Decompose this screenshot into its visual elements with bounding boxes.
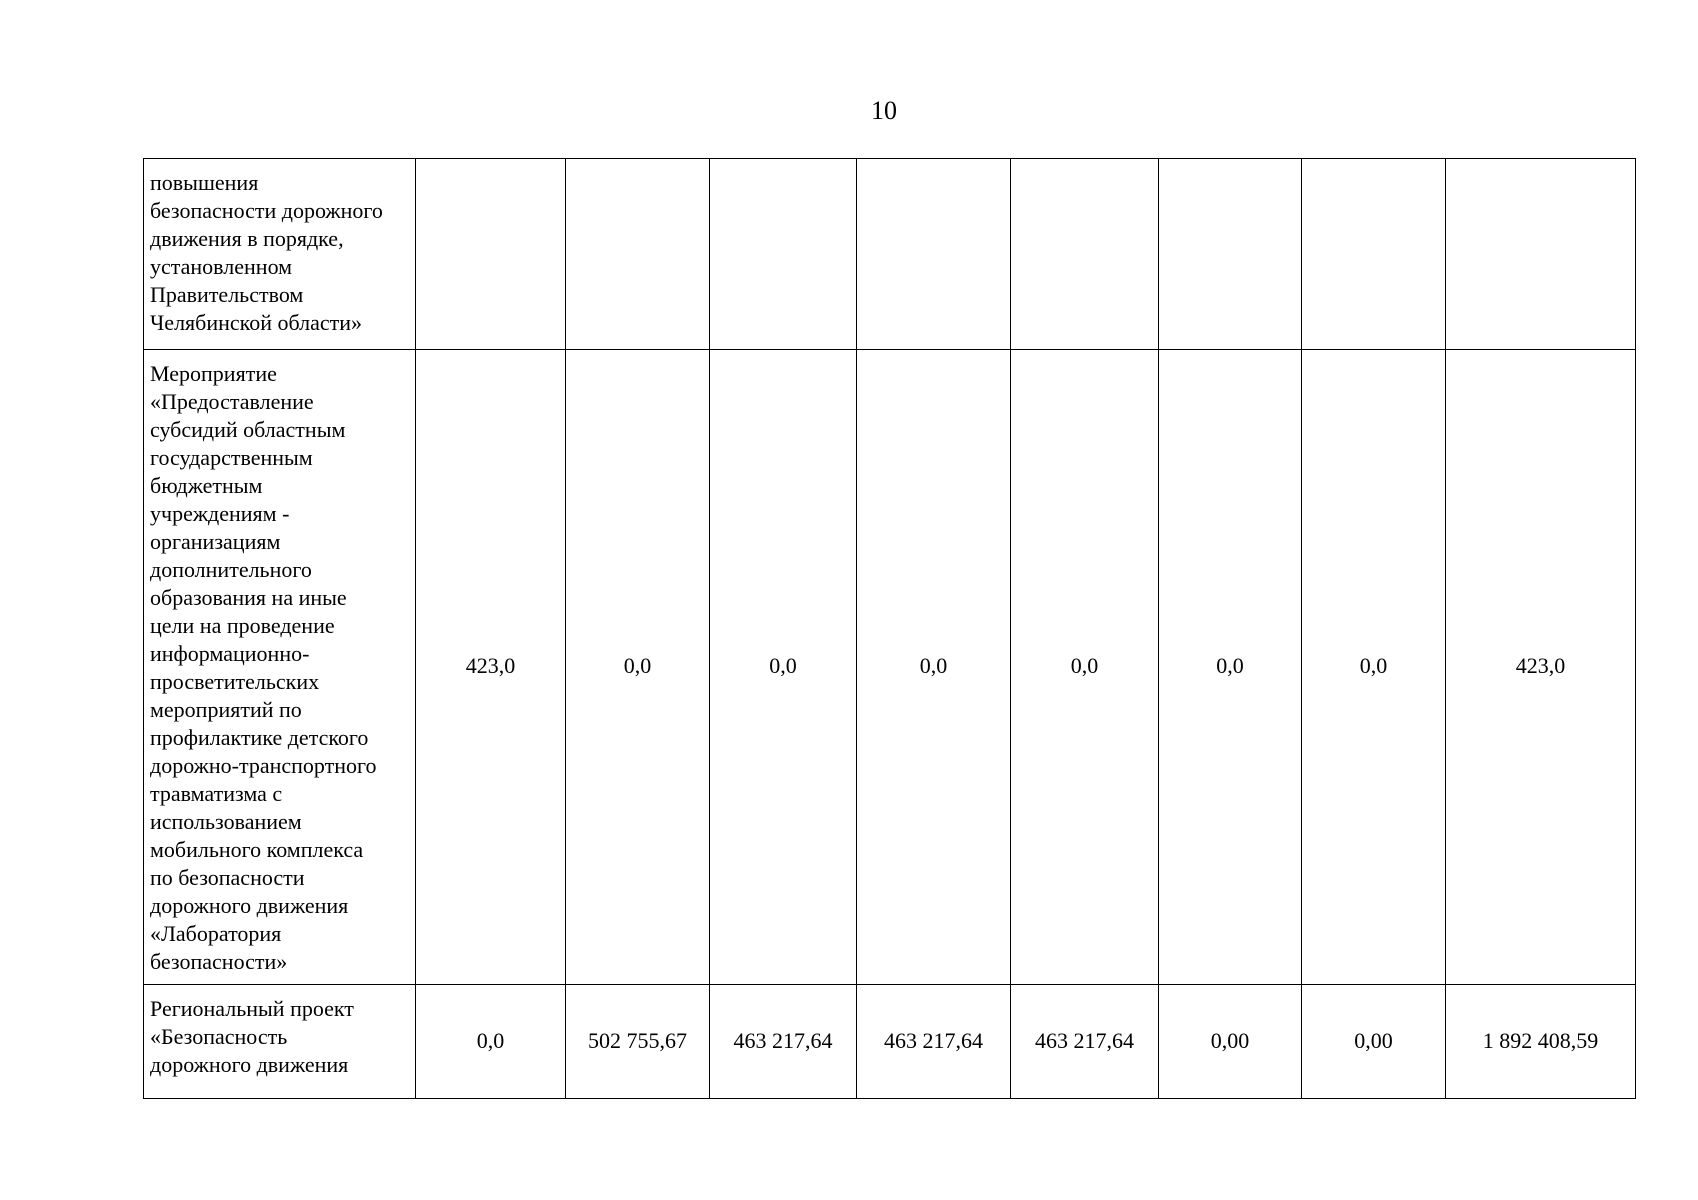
row-name-text: повышения безопасности дорожного движения в порядке, установленном Правительством Челябинской области» bbox=[150, 170, 383, 335]
value-cell: 0,0 bbox=[1159, 350, 1302, 985]
value-cell bbox=[566, 159, 710, 350]
page-number: 10 bbox=[871, 96, 897, 125]
row-name-cell bbox=[144, 159, 416, 350]
value-cell bbox=[1011, 159, 1159, 350]
total-cell bbox=[1446, 159, 1636, 350]
value-cell: 463 217,64 bbox=[857, 985, 1011, 1099]
value-cell: 0,00 bbox=[1302, 985, 1446, 1099]
value-cell: 0,0 bbox=[857, 350, 1011, 985]
value-cell: 0,0 bbox=[416, 985, 566, 1099]
total-cell: 1 892 408,59 bbox=[1446, 985, 1636, 1099]
value-cell: 0,0 bbox=[1302, 350, 1446, 985]
row-name-text: Мероприятие «Предоставление субсидий областным государственным бюджетным учреждениям - организациям дополнительного образования на иные цели на проведение информационно- просветительских мероприятий по профилактике детского дорожно-транспортного травматизма с использованием мобильного комплекса по безопасности дорожного движения «Лаборатория безопасности» bbox=[150, 361, 377, 974]
value-cell: 0,00 bbox=[1159, 985, 1302, 1099]
row-name-text: Региональный проект «Безопасность дорожного движения bbox=[150, 996, 354, 1077]
budget-table bbox=[143, 158, 1636, 1099]
table-row bbox=[144, 159, 1636, 350]
value-cell bbox=[1159, 159, 1302, 350]
value-cell: 502 755,67 bbox=[566, 985, 710, 1099]
total-cell: 423,0 bbox=[1446, 350, 1636, 985]
value-cell bbox=[416, 159, 566, 350]
value-cell: 463 217,64 bbox=[710, 985, 857, 1099]
row-name-cell bbox=[144, 350, 416, 985]
value-cell: 0,0 bbox=[566, 350, 710, 985]
value-cell: 423,0 bbox=[416, 350, 566, 985]
value-cell: 0,0 bbox=[1011, 350, 1159, 985]
value-cell bbox=[710, 159, 857, 350]
table-row bbox=[144, 985, 1636, 1099]
value-cell: 0,0 bbox=[710, 350, 857, 985]
value-cell bbox=[1302, 159, 1446, 350]
value-cell: 463 217,64 bbox=[1011, 985, 1159, 1099]
value-cell bbox=[857, 159, 1011, 350]
row-name-cell bbox=[144, 985, 416, 1099]
table-row bbox=[144, 350, 1636, 985]
